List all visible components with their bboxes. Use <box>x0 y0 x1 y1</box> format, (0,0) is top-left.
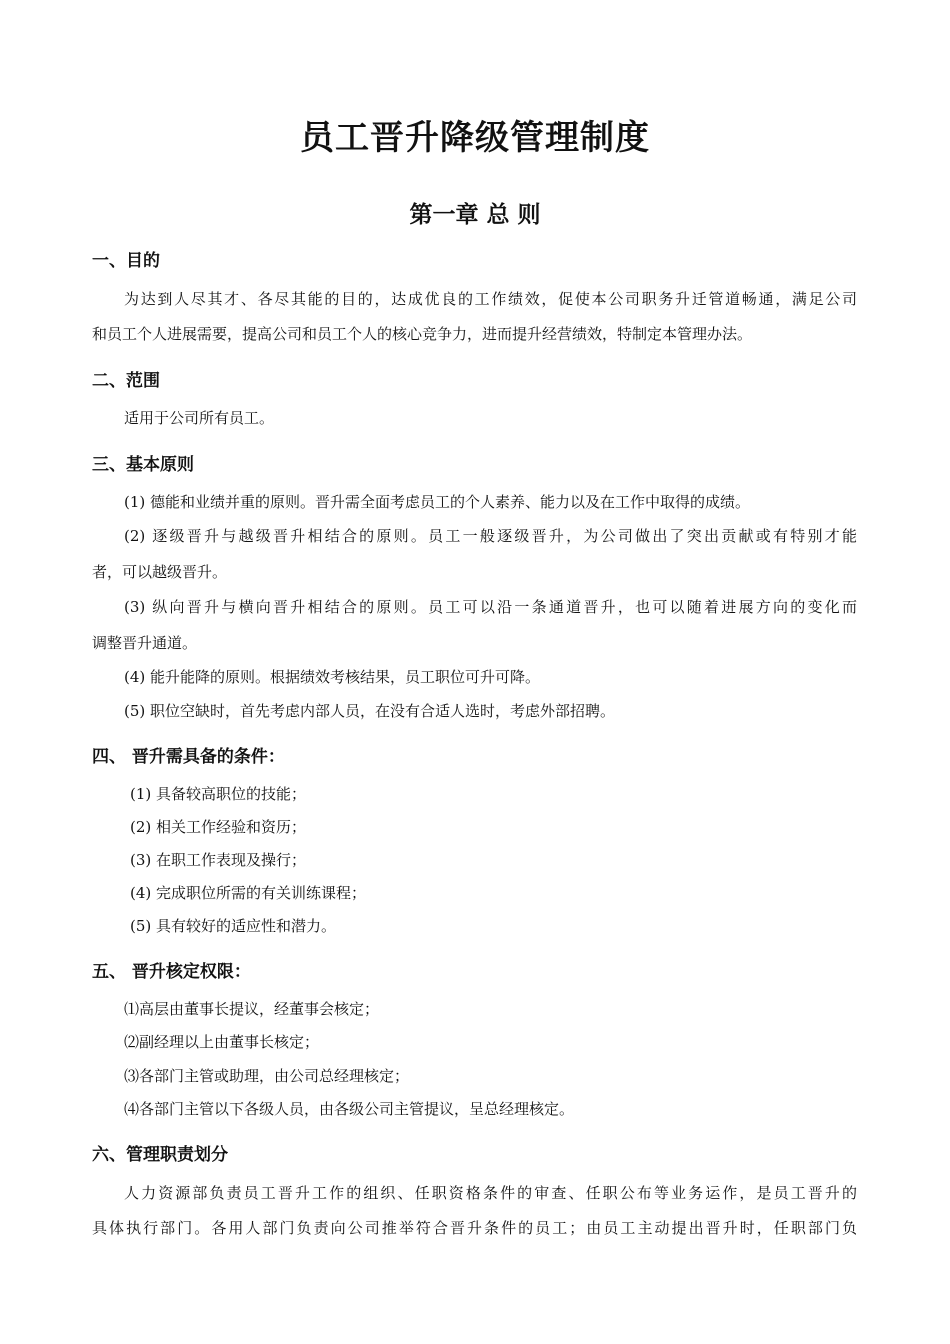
section-heading-principles: 三、基本原则 <box>92 455 194 475</box>
list-item: (2) 相关工作经验和资历； <box>130 818 307 836</box>
paragraph-line: 和员工个人进展需要，提高公司和员工个人的核心竞争力，进而提升经营绩效，特制定本管理办法。 <box>92 325 753 343</box>
list-item: ⑵副经理以上由董事长核定； <box>124 1033 320 1051</box>
list-item: (3) 纵向晋升与横向晋升相结合的原则。员工可以沿一条通道晋升，也可以随着进展方向的变化而 <box>124 598 857 616</box>
paragraph-line: 适用于公司所有员工。 <box>124 409 275 427</box>
list-item: ⑷各部门主管以下各级人员，由各级公司主管提议，呈总经理核定。 <box>124 1100 575 1118</box>
list-item-continuation: 者，可以越级晋升。 <box>92 563 228 581</box>
list-item: (5) 具有较好的适应性和潜力。 <box>130 917 337 935</box>
list-item: ⑴高层由董事长提议，经董事会核定； <box>124 1000 380 1018</box>
list-item-continuation: 调整晋升通道。 <box>92 634 198 652</box>
list-item: (2) 逐级晋升与越级晋升相结合的原则。员工一般逐级晋升，为公司做出了突出贡献或有特别才能 <box>124 527 857 545</box>
list-item: (1) 具备较高职位的技能； <box>130 785 307 803</box>
list-item: (3) 在职工作表现及操行； <box>130 851 307 869</box>
section-heading-purpose: 一、目的 <box>92 251 160 271</box>
list-item: ⑶各部门主管或助理，由公司总经理核定； <box>124 1067 410 1085</box>
list-item: (1) 德能和业绩并重的原则。晋升需全面考虑员工的个人素养、能力以及在工作中取得的成绩。 <box>124 493 751 511</box>
paragraph-line: 为达到人尽其才、各尽其能的目的，达成优良的工作绩效，促使本公司职务升迁管道畅通，满足公司 <box>124 290 857 308</box>
paragraph-line: 具体执行部门。各用人部门负责向公司推举符合晋升条件的员工；由员工主动提出晋升时，任职部门负 <box>92 1219 857 1237</box>
chapter-title: 第一章 总 则 <box>409 201 541 228</box>
paragraph-line: 人力资源部负责员工晋升工作的组织、任职资格条件的审查、任职公布等业务运作，是员工晋升的 <box>124 1184 857 1202</box>
section-heading-authority: 五、 晋升核定权限： <box>92 962 251 982</box>
list-item: (4) 完成职位所需的有关训练课程； <box>130 884 367 902</box>
section-heading-responsibilities: 六、管理职责划分 <box>92 1145 228 1165</box>
section-heading-scope: 二、范围 <box>92 371 160 391</box>
list-item: (4) 能升能降的原则。根据绩效考核结果，员工职位可升可降。 <box>124 668 541 686</box>
section-heading-conditions: 四、 晋升需具备的条件： <box>92 747 285 767</box>
list-item: (5) 职位空缺时，首先考虑内部人员，在没有合适人选时，考虑外部招聘。 <box>124 702 616 720</box>
document-title: 员工晋升降级管理制度 <box>300 118 650 158</box>
